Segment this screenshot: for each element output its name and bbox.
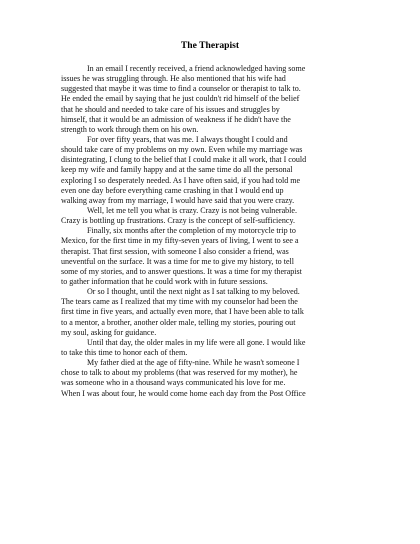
body-line: even one day before everything came crashing in that I would end up [61, 185, 284, 195]
body-line: When I was about four, he would come home each day from the Post Office [61, 388, 306, 398]
body-line: walking away from my marriage, I would have said that you were crazy. [61, 195, 295, 205]
body-line: Until that day, the older males in my life were all gone. I would like [87, 337, 306, 347]
body-line: uneventful on the surface. It was a time for me to give my history, to tell [61, 256, 294, 266]
body-line: himself, that it would be an admission of weakness if he didn't have the [61, 114, 291, 124]
body-line: exploring I so desperately needed. As I have often said, if you had told me [61, 175, 301, 185]
body-line: should take care of my problems on my own. Even while my marriage was [61, 145, 303, 155]
body-line: to gather information that he could work with in future sessions. [61, 276, 268, 286]
body-line: to a mentor, a brother, another older male, telling my stories, pouring out [61, 317, 296, 327]
document-body [61, 64, 366, 399]
body-line: Or so I thought, until the next night as I sat talking to my beloved. [87, 287, 300, 297]
body-line: Crazy is bottling up frustrations. Crazy is the concept of self-sufficiency. [61, 216, 295, 226]
body-line: was someone who in a thousand ways communicated his love for me. [61, 378, 286, 388]
body-line: therapist. That first session, with someone I also consider a friend, was [61, 246, 289, 256]
body-line: In an email I recently received, a friend acknowledged having some [87, 64, 306, 73]
body-line: My father died at the age of fifty-nine. While he wasn't someone I [87, 358, 300, 368]
body-line: first time in five years, and actually even more, that I have been able to talk [61, 307, 304, 317]
body-line: keep my wife and family happy and at the same time do all the personal [61, 165, 293, 175]
body-line: to take this time to honor each of them. [61, 347, 188, 357]
body-line: my soul, asking for guidance. [61, 327, 157, 337]
body-line: The tears came as I realized that my time with my counselor had been the [61, 297, 298, 307]
body-line: that he should and needed to take care of his issues and struggles by [61, 104, 280, 114]
body-line: strength to work through them on his own. [61, 124, 199, 134]
body-line: Well, let me tell you what is crazy. Crazy is not being vulnerable. [87, 205, 297, 215]
body-line: He ended the email by saying that he just couldn't rid himself of the belief [61, 94, 300, 104]
body-line: issues he was struggling through. He also mentioned that his wife had [61, 74, 286, 84]
body-line: For over fifty years, that was me. I always thought I could and [87, 134, 288, 144]
body-line: some of my stories, and to answer questions. It was a time for my therapist [61, 266, 302, 276]
body-line: Finally, six months after the completion of my motorcycle trip to [87, 226, 296, 236]
body-line: chose to talk to about my problems (that was reserved for my mother), he [61, 368, 298, 378]
body-line: disintegrating, I clung to the belief that I could make it all work, that I could [61, 155, 307, 165]
body-line: suggested that maybe it was time to find a counselor or therapist to talk to. [61, 84, 301, 94]
body-line: Mexico, for the first time in my fifty-seven years of living, I went to see a [61, 236, 299, 246]
document-title: The Therapist [180, 40, 240, 51]
